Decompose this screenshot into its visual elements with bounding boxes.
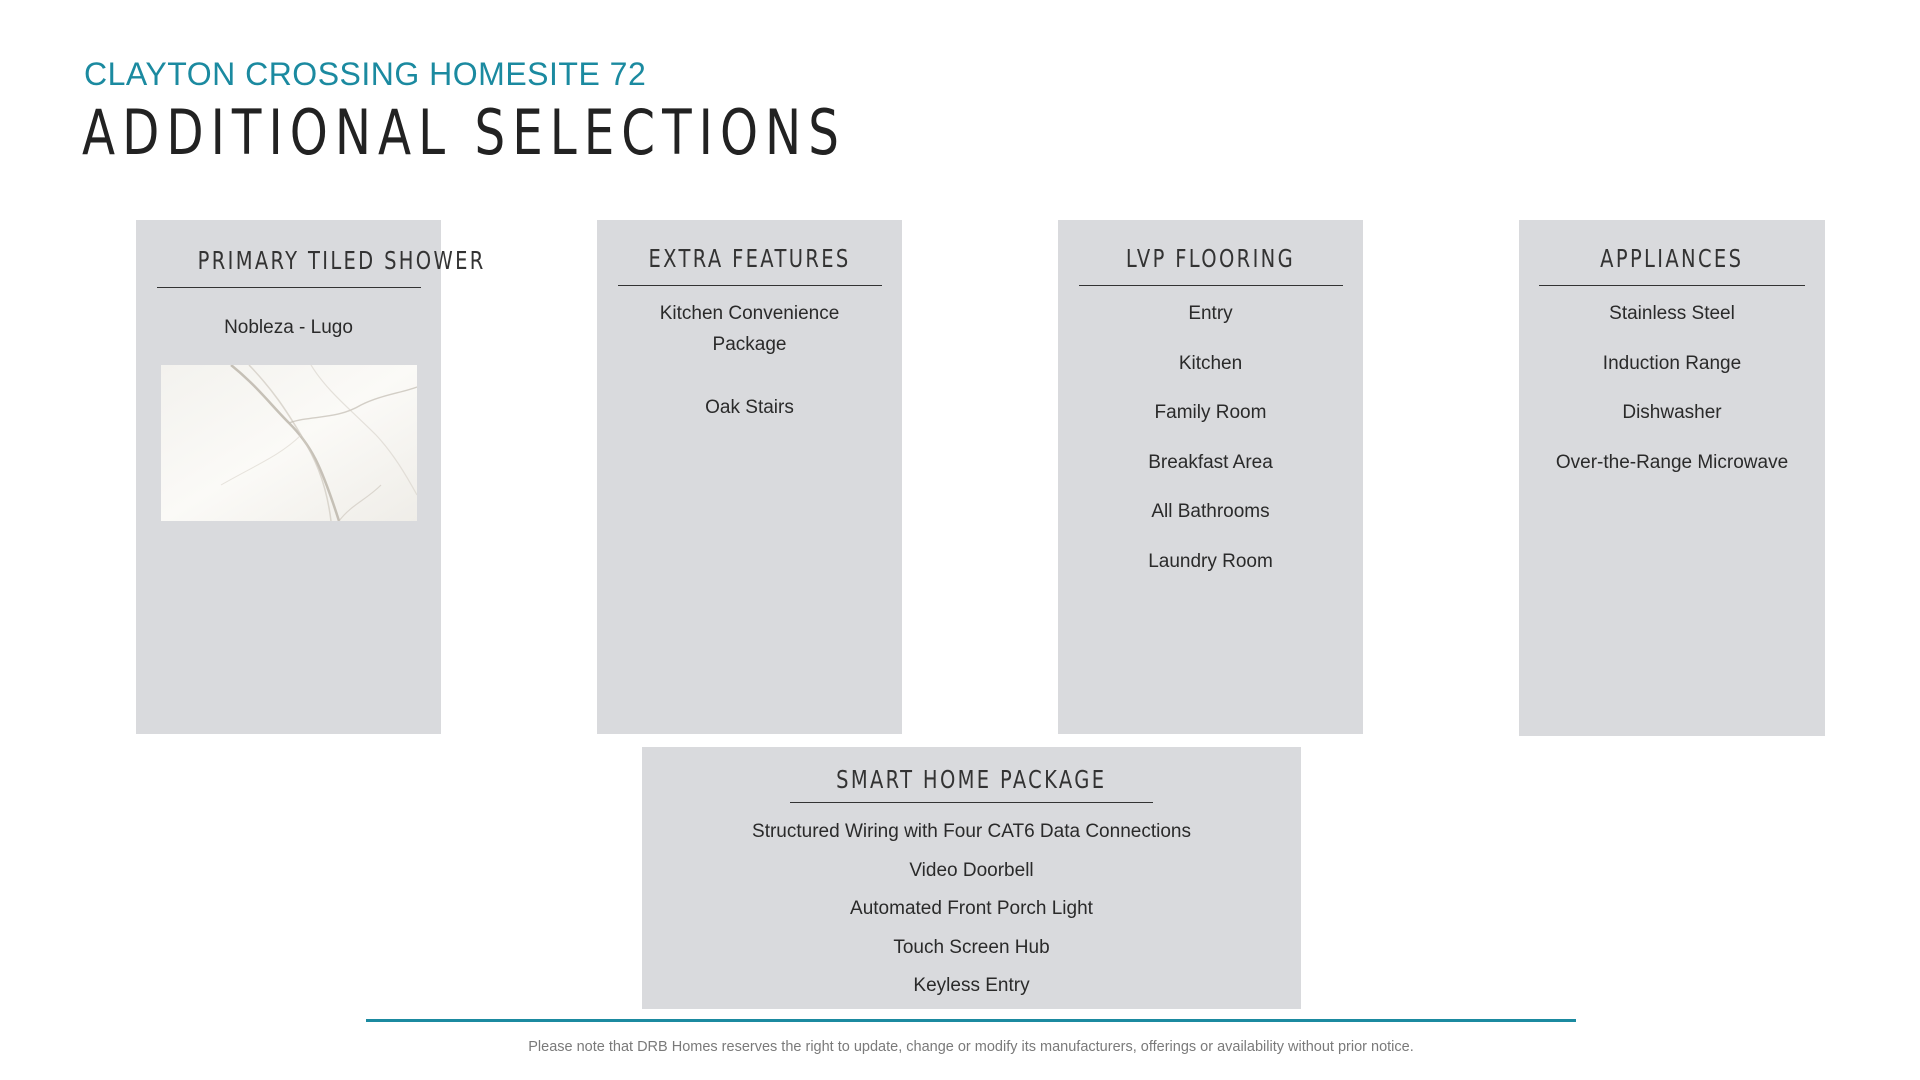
appliances-card	[1519, 220, 1825, 736]
page-title: ADDITIONAL SELECTIONS	[82, 96, 846, 169]
card-heading: APPLIANCES	[1539, 220, 1805, 286]
lvp-flooring-list	[1058, 298, 1363, 577]
disclaimer-text: Please note that DRB Homes reserves the right to update, change or modify its manufacturers, offerings or availability without prior notice.	[528, 1039, 1414, 1055]
list-item: Structured Wiring with Four CAT6 Data Connections	[752, 821, 1191, 842]
list-item: Oak Stairs	[705, 397, 794, 418]
list-item: Over-the-Range Microwave	[1555, 451, 1789, 473]
list-item: Kitchen	[1178, 352, 1243, 374]
footer-divider	[366, 1019, 1576, 1022]
primary-tiled-shower-card	[136, 220, 486, 734]
list-item: Dishwasher	[1622, 402, 1722, 423]
lvp-flooring-card	[1058, 220, 1363, 734]
smart-home-package-card	[642, 747, 1301, 1009]
appliances-list	[1519, 298, 1825, 478]
card-heading: LVP FLOORING	[1079, 220, 1343, 286]
extra-features-card	[597, 220, 902, 734]
list-item: Entry	[1188, 303, 1233, 324]
list-item: Keyless Entry	[913, 975, 1030, 996]
shower-selection-list	[136, 312, 441, 343]
community-homesite-subtitle: CLAYTON CROSSING HOMESITE 72	[84, 56, 647, 92]
smart-home-list	[642, 813, 1301, 1006]
list-item: Family Room	[1154, 402, 1267, 423]
extra-features-list	[597, 298, 902, 423]
list-item: Kitchen Convenience Package	[659, 303, 840, 355]
list-item: Automated Front Porch Light	[850, 898, 1093, 919]
card-heading: PRIMARY TILED SHOWER	[157, 220, 421, 288]
list-item: Breakfast Area	[1148, 451, 1273, 473]
card-heading: SMART HOME PACKAGE	[790, 747, 1152, 803]
list-item: Stainless Steel	[1609, 303, 1735, 324]
list-item: All Bathrooms	[1151, 501, 1270, 522]
list-item: Laundry Room	[1148, 550, 1273, 572]
list-item: Touch Screen Hub	[893, 936, 1050, 958]
list-item: Induction Range	[1602, 352, 1742, 374]
list-item: Video Doorbell	[909, 859, 1034, 881]
list-item: Nobleza - Lugo	[224, 317, 353, 338]
card-heading: EXTRA FEATURES	[618, 220, 882, 286]
marble-tile-swatch-image	[161, 365, 417, 521]
